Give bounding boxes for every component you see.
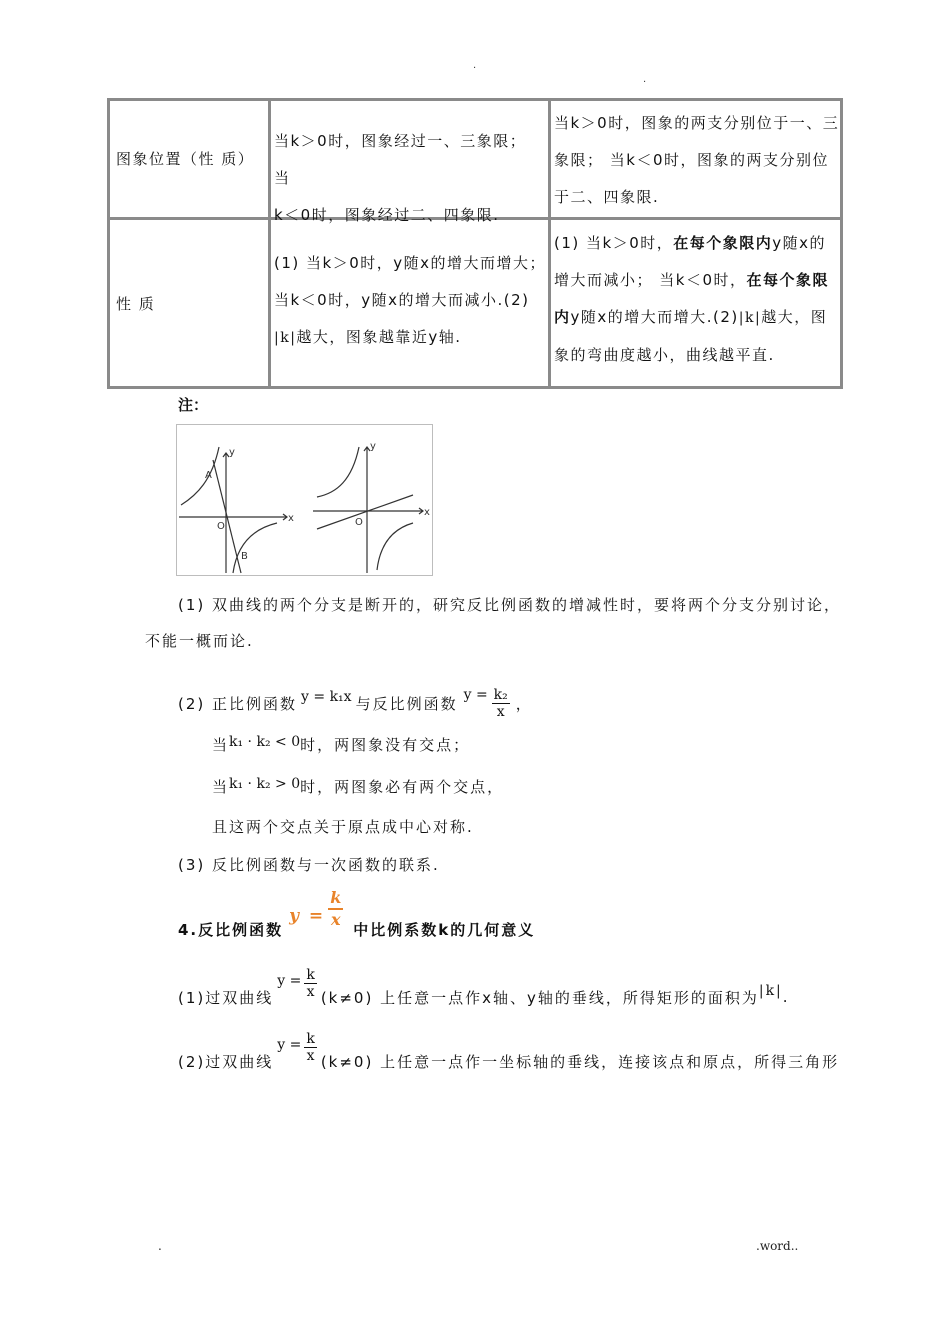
left-origin-label: O [217,521,225,532]
item-text: . [782,988,790,1006]
fraction-denominator: x [330,910,341,929]
note-1-line-1: (1) 双曲线的两个分支是断开的，研究反比例函数的增减性时，要将两个分支分别讨论， [178,596,842,614]
fraction-denominator: x [306,983,315,1000]
right-axis-y-label: y [370,441,376,452]
note-1-line-2: 不能一概而论. [145,632,254,650]
cell-text: (1) 当k＞0时， [554,234,674,252]
cell-line: (1) 当k＞0时，y随x的增大而增大； [274,254,547,272]
right-line [317,495,413,529]
eq-item2-fraction [304,1031,316,1064]
figure-svg [177,425,432,575]
cell-bold-text: 内 [554,308,571,326]
footer-word: .word.. [756,1239,799,1253]
note-text: ， [515,694,533,713]
eq-inverse-fraction [492,687,510,720]
fraction-numerator: k [328,888,343,910]
abs-k: |k| [758,983,783,999]
note-text: 时，两图象没有交点； [300,736,471,754]
eq-inverse-lhs: y = [463,687,488,703]
fraction-denominator: x [496,703,505,720]
fraction-denominator: x [306,1047,315,1064]
fraction-numerator: k [306,966,315,983]
item-text: (1)过双曲线 [178,988,274,1007]
table-col-divider-1 [268,101,271,386]
cell-bold-text: 在每个象限内 [673,234,773,252]
abs-k: |k| [274,330,297,346]
eq-item1-lhs: y = [277,973,302,989]
row-label-position: 图象位置（性 质） [116,150,255,168]
cell-line: 当k＞0时，图象的两支分别位于一、三 [554,114,840,132]
cell-bold-text: 在每个象限 [746,271,830,289]
header-mark-left: . [473,60,477,71]
linear-position-cell [274,123,546,234]
cell-line: 象的弯曲度越小，曲线越平直. [554,346,775,364]
note-2-line [178,678,533,728]
cell-text: y随x的增大而增大.(2) [570,308,739,326]
row-label-property: 性 质 [116,295,156,313]
note-text: 当 [212,778,230,796]
hyperbola-line-figure [176,424,433,576]
cell-line: 当k＞0时，图象经过一、三象限； 当 [274,132,527,187]
cell-line: k＜0时，图象经过二、四象限. [274,206,500,224]
inverse-position-cell [554,105,844,216]
left-axis-y-label: y [229,447,235,458]
cell-line [274,319,546,357]
eq-item2-lhs: y = [277,1037,302,1053]
section-4-item-2 [178,1022,839,1072]
right-hyperbola-lower [377,523,413,570]
eq-heading-lhs: y = [289,906,326,926]
cell-text: 越大，图 [761,308,828,326]
inverse-property-cell [554,225,844,374]
cell-text: y随x的 [772,234,827,252]
note-text: 时，两图象必有两个交点， [300,778,505,796]
note-2-cond-3: 且这两个交点关于原点成中心对称. [212,818,474,836]
item-text: (2)过双曲线 [178,1052,274,1071]
right-axis-x-label: x [424,507,430,518]
heading-text: 4.反比例函数 [178,921,284,939]
cell-line [554,262,844,299]
item-text: (k≠0) 上任意一点作一坐标轴的垂线，连接该点和原点，所得三角形 [320,1052,840,1071]
note-2-cond-1 [212,734,470,755]
footer-mark-left: . [158,1239,162,1253]
cell-line [554,299,844,337]
header-mark-right: . [643,74,647,85]
note-text: 当 [212,736,230,754]
note-2-cond-2 [212,776,504,797]
comparison-table [107,98,843,389]
cell-text: 增大而减小； 当k＜0时， [554,271,747,289]
fraction-numerator: k₂ [493,686,508,703]
cell-line: 于二、四象限. [554,188,660,206]
note-text: 与反比例函数 [355,694,458,713]
right-hyperbola-upper [317,447,359,497]
abs-k: |k| [738,310,762,326]
section-4-item-1 [178,958,790,1008]
point-a-label: A [205,470,212,481]
eq-item1-fraction [304,967,316,1000]
eq-condition-positive: k₁ · k₂ > 0 [229,776,301,792]
note-label: 注： [178,396,209,414]
eq-heading-fraction [328,888,343,930]
left-hyperbola-upper [181,447,219,505]
cell-line: 当k＜0时，y随x的增大而减小.(2) [274,291,530,309]
note-text: (2) 正比例函数 [178,694,298,713]
cell-line: 象限； 当k＜0时，图象的两支分别位 [554,151,829,169]
linear-property-cell [274,245,546,357]
fraction-numerator: k [306,1030,315,1047]
eq-condition-negative: k₁ · k₂ < 0 [229,734,301,750]
cell-text: 越大，图象越靠近y轴. [296,328,462,346]
cell-line [554,225,844,262]
note-3: (3) 反比例函数与一次函数的联系. [178,856,440,874]
table-col-divider-2 [548,101,551,386]
point-b-label: B [241,551,248,562]
eq-direct-proportion: y = k₁x [301,689,352,705]
item-text: (k≠0) 上任意一点作x轴、y轴的垂线，所得矩形的面积为 [320,988,759,1007]
left-axis-x-label: x [288,513,294,524]
section-4-heading [178,888,535,944]
heading-text: 中比例系数k的几何意义 [353,921,536,939]
right-origin-label: O [355,517,363,528]
